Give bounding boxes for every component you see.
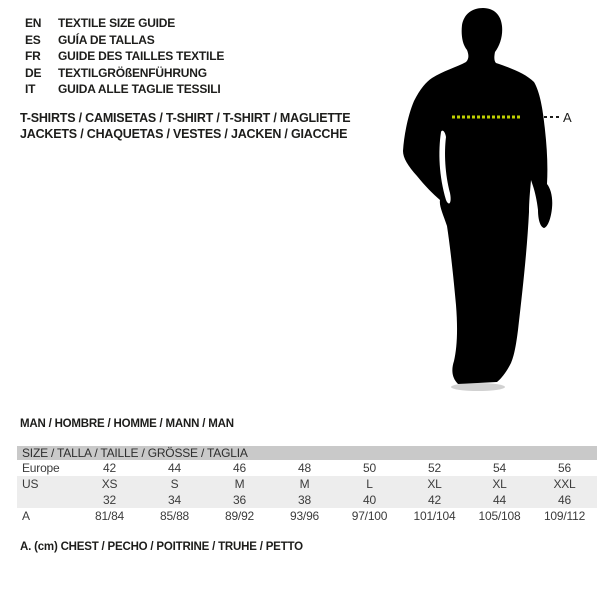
table-cell: 32 bbox=[103, 493, 116, 507]
product-type-tshirts: T-SHIRTS / CAMISETAS / T-SHIRT / T-SHIRT / MAGLIETTE bbox=[20, 111, 351, 125]
table-cell: 93/96 bbox=[289, 509, 320, 523]
list-item bbox=[25, 81, 224, 98]
man-silhouette-figure bbox=[395, 0, 575, 400]
row-label: A bbox=[22, 509, 30, 523]
table-cell: L bbox=[366, 477, 373, 491]
table-cell: XXL bbox=[553, 477, 576, 491]
list-item bbox=[25, 15, 224, 32]
table-cell: 46 bbox=[233, 461, 246, 475]
table-row-numeric bbox=[17, 492, 597, 508]
table-cell: 44 bbox=[493, 493, 506, 507]
table-cell: 36 bbox=[233, 493, 246, 507]
measure-label-a: A bbox=[563, 110, 572, 125]
table-cell: 85/88 bbox=[159, 509, 190, 523]
table-cell: 52 bbox=[428, 461, 441, 475]
language-code: DE bbox=[25, 65, 42, 80]
language-label: GUIDE DES TAILLES TEXTILE bbox=[58, 49, 225, 64]
table-cell: 105/108 bbox=[478, 509, 521, 523]
language-label: GUIDA ALLE TAGLIE TESSILI bbox=[58, 82, 221, 97]
table-cell: 54 bbox=[493, 461, 506, 475]
table-cell: 42 bbox=[428, 493, 441, 507]
language-list bbox=[25, 15, 224, 98]
table-cell: XL bbox=[492, 477, 507, 491]
size-table-header: SIZE / TALLA / TAILLE / GRÖSSE / TAGLIA bbox=[17, 446, 597, 460]
table-cell: 48 bbox=[298, 461, 311, 475]
table-cell: S bbox=[170, 477, 179, 491]
list-item bbox=[25, 48, 224, 65]
table-cell: 38 bbox=[298, 493, 311, 507]
table-cell: 97/100 bbox=[351, 509, 388, 523]
table-cell: 101/104 bbox=[413, 509, 456, 523]
measurement-footnote: A. (cm) CHEST / PECHO / POITRINE / TRUHE / PETTO bbox=[20, 541, 303, 553]
language-code: ES bbox=[25, 32, 41, 47]
size-table bbox=[17, 446, 597, 524]
table-cell: 109/112 bbox=[543, 509, 586, 523]
product-types bbox=[20, 111, 350, 142]
table-cell: 50 bbox=[363, 461, 376, 475]
language-code: EN bbox=[25, 16, 42, 31]
ground-shadow bbox=[451, 383, 505, 391]
table-row-us bbox=[17, 476, 597, 492]
table-cell: 89/92 bbox=[224, 509, 255, 523]
language-code: FR bbox=[25, 49, 41, 64]
table-cell: 44 bbox=[168, 461, 181, 475]
list-item bbox=[25, 65, 224, 82]
list-item bbox=[25, 32, 224, 49]
product-type-jackets: JACKETS / CHAQUETAS / VESTES / JACKEN / GIACCHE bbox=[20, 126, 348, 141]
table-cell: 46 bbox=[558, 493, 571, 507]
table-row-europe bbox=[17, 460, 597, 476]
table-cell: M bbox=[299, 477, 310, 491]
table-cell: 34 bbox=[168, 493, 181, 507]
language-label: GUÍA DE TALLAS bbox=[58, 32, 155, 47]
table-cell: 42 bbox=[103, 461, 116, 475]
language-label: TEXTILE SIZE GUIDE bbox=[58, 16, 176, 31]
table-cell: 56 bbox=[558, 461, 571, 475]
table-cell: XL bbox=[427, 477, 442, 491]
section-title-man: MAN / HOMBRE / HOMME / MANN / MAN bbox=[20, 418, 234, 430]
language-code: IT bbox=[25, 82, 36, 97]
row-label: Europe bbox=[22, 461, 60, 475]
man-silhouette-body bbox=[403, 8, 552, 384]
language-label: TEXTILGRÖßENFÜHRUNG bbox=[58, 65, 207, 80]
man-silhouette-svg bbox=[395, 0, 575, 400]
table-cell: 81/84 bbox=[94, 509, 125, 523]
table-row-chest-a bbox=[17, 508, 597, 524]
table-cell: XS bbox=[101, 477, 118, 491]
row-label: US bbox=[22, 477, 39, 491]
table-cell: 40 bbox=[363, 493, 376, 507]
table-cell: M bbox=[234, 477, 245, 491]
